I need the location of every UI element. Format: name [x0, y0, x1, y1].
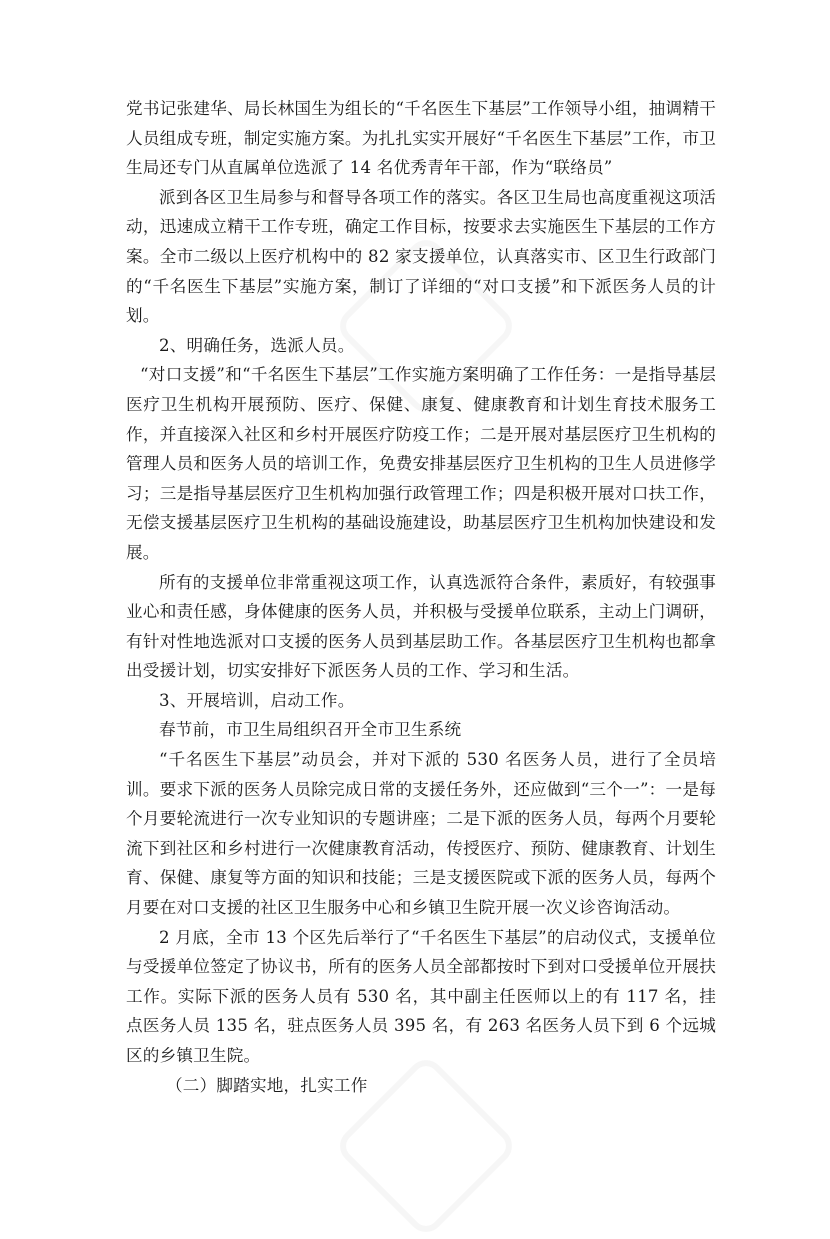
section-heading: （二）脚踏实地，扎实工作: [166, 1075, 368, 1095]
section-heading: 3、开展培训，启动工作。: [159, 690, 355, 710]
paragraph: “对口支援”和“千名医生下基层”工作实施方案明确了工作任务：一是指导基层医疗卫生机构开展预防、医疗、保健、康复、健康教育和计划生育技术服务工作，并直接深入社区和乡村开展医疗防疫工作；二是开展对基层医疗卫生机构的管理人员和医务人员的培训工作，免费安排基层医疗卫生机构的卫生人员进修学习；三是指导基层医疗卫生机构加强行政管理工作；四是积极开展对口扶工作，无偿支援基层医疗卫生机构的基础设施建设，助基层医疗卫生机构加快建设和发展。: [126, 365, 716, 562]
paragraph: 党书记张建华、局长林国生为组长的“千名医生下基层”工作领导小组，抽调精干人员组成专班，制定实施方案。为扎扎实实开展好“千名医生下基层”工作，市卫生局还专门从直属单位选派了 14 名优秀青年干部，作为“联络员”: [126, 99, 716, 178]
paragraph: 2 月底，全市 13 个区先后举行了“千名医生下基层”的启动仪式，支援单位与受援单位签定了协议书，所有的医务人员全部都按时下到对口受援单位开展扶工作。实际下派的医务人员有 530 名，其中副主任医师以上的有 117 名，挂点医务人员 135 名，驻点医务人员 395 名，有 263 名医务人员下到 6 个远城区的乡镇卫生院。: [126, 927, 716, 1065]
paragraph: 派到各区卫生局参与和督导各项工作的落实。各区卫生局也高度重视这项活动，迅速成立精干工作专班，确定工作目标，按要求去实施医生下基层的工作方案。全市二级以上医疗机构中的 82 家支援单位，认真落实市、区卫生行政部门的“千名医生下基层”实施方案，制订了详细的“对口支援”和下派医务人员的计划。: [126, 187, 716, 326]
paragraph: “千名医生下基层”动员会，并对下派的 530 名医务人员，进行了全员培训。要求下派的医务人员除完成日常的支援任务外，还应做到“三个一”：一是每个月要轮流进行一次专业知识的专题讲座；二是下派的医务人员，每两个月要轮流下到社区和乡村进行一次健康教育活动，传授医疗、预防、健康教育、计划生育、保健、康复等方面的知识和技能；三是支援医院或下派的医务人员，每两个月要在对口支援的社区卫生服务中心和乡镇卫生院开展一次义诊咨询活动。: [126, 750, 716, 918]
paragraph: 所有的支援单位非常重视这项工作，认真选派符合条件，素质好，有较强事业心和责任感，身体健康的医务人员，并积极与受援单位联系，主动上门调研，有针对性地选派对口支援的医务人员到基层助工作。各基层医疗卫生机构也都拿出受援计划，切实安排好下派医务人员的工作、学习和生活。: [126, 572, 716, 681]
paragraph: 春节前，市卫生局组织召开全市卫生系统: [159, 720, 462, 740]
document-body: [126, 94, 716, 1100]
section-heading: 2、明确任务，选派人员。: [159, 335, 355, 355]
